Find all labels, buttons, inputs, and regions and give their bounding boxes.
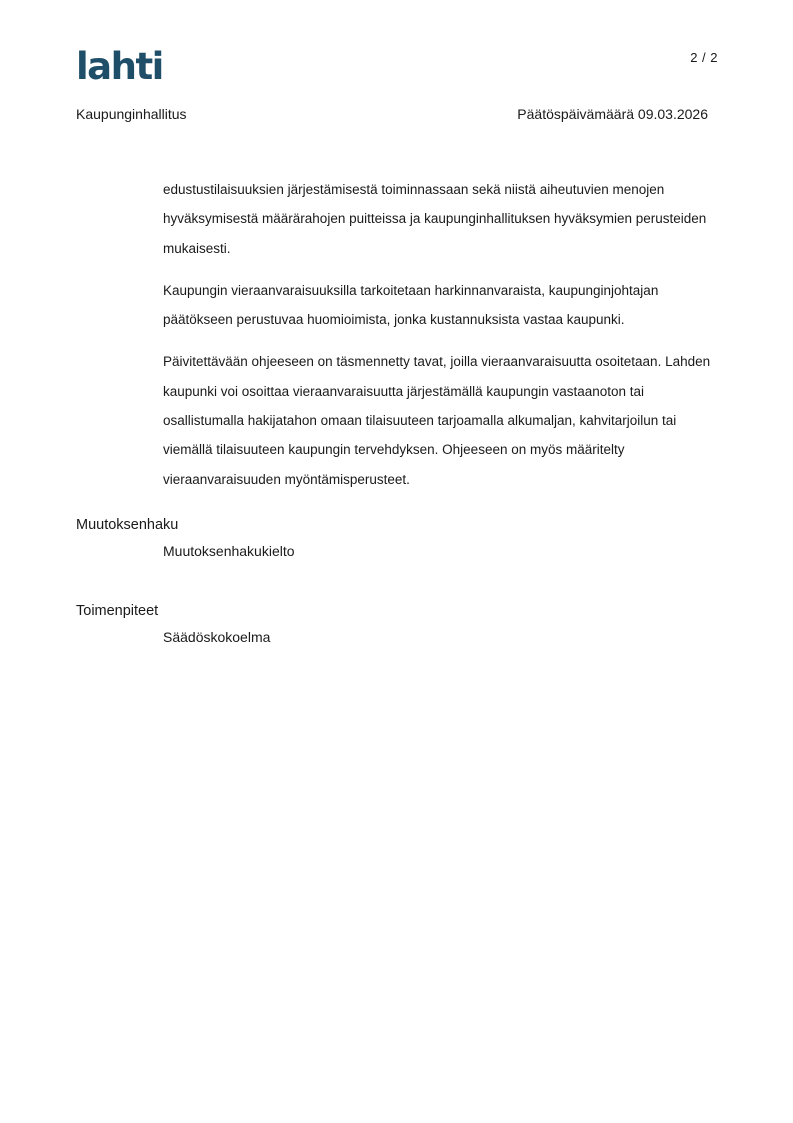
actions-value: Säädöskokoelma <box>163 629 271 645</box>
decision-date-value: 09.03.2026 <box>637 106 708 122</box>
decision-body <box>163 175 725 507</box>
body-paragraph: edustustilaisuuksien järjestämisestä toiminnassaan sekä niistä aiheutuvien menojen hyväksymisestä määrärahojen puitteissa ja kaupunginhallituksen hyväksymien perusteiden mukaisesti. <box>163 182 707 256</box>
body-paragraph: Kaupungin vieraanvaraisuuksilla tarkoitetaan harkinnanvaraista, kaupunginjohtajan päätökseen perustuvaa huomioimista, jonka kustannuksista vastaa kaupunki. <box>163 282 659 328</box>
logo-text: lahti <box>76 46 163 82</box>
appeal-section <box>76 515 716 561</box>
actions-section <box>76 601 716 647</box>
decision-date <box>517 106 708 122</box>
body-paragraph: Päivitettävään ohjeeseen on täsmennetty tavat, joilla vieraanvaraisuutta osoitetaan. Lahden kaupunki voi osoittaa vieraanvaraisuutta järjestämällä kaupungin vastaanoton tai osallistumalla hakijatahon omaan tilaisuuteen tarjoamalla alkumaljan, kahvitarjoilun tai viemällä tilaisuuteen kaupungin tervehdyksen. Ohjeeseen on myös määritelty vieraanvaraisuuden myöntämisperusteet. <box>163 354 711 487</box>
page-number: 2 / 2 <box>690 50 718 65</box>
decision-date-label: Päätöspäivämäärä <box>517 106 635 122</box>
actions-heading: Toimenpiteet <box>76 603 159 619</box>
lahti-logo <box>76 46 168 82</box>
appeal-heading: Muutoksenhaku <box>76 517 179 533</box>
organization-name: Kaupunginhallitus <box>76 106 187 122</box>
appeal-value: Muutoksenhakukielto <box>163 543 295 559</box>
